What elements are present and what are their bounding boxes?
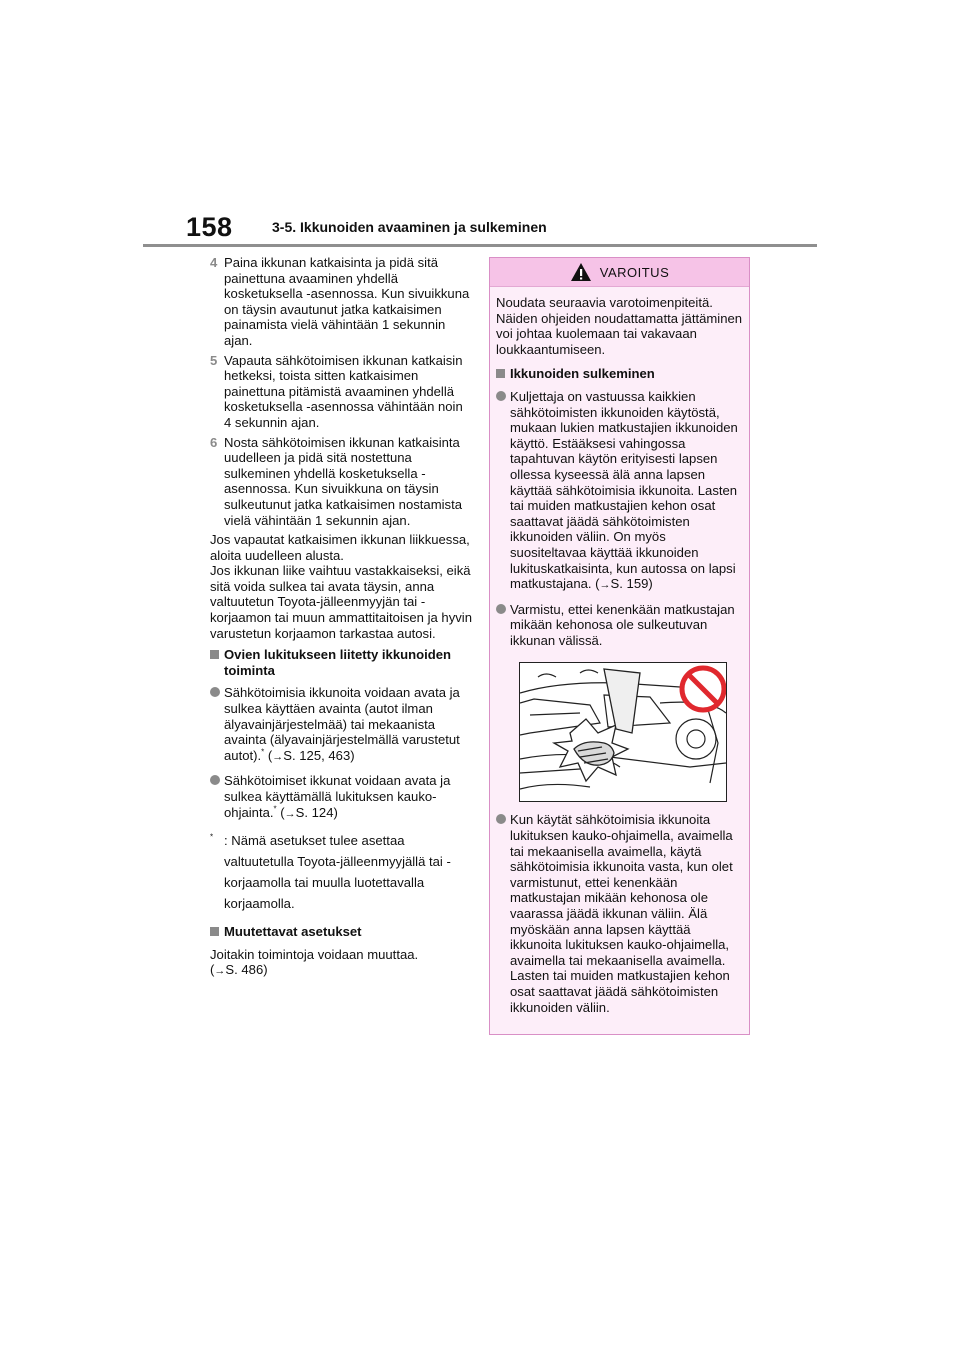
page-reference: S. 486 xyxy=(225,962,264,978)
paragraph-text: Joitakin toimintoja voidaan muuttaa. xyxy=(210,946,419,962)
heading-text: Muutettavat asetukset xyxy=(224,924,362,940)
bullet-text: Sähkötoimisia ikkunoita voidaan avata ja sulkea käyttäen avainta (autot ilman älyavainjärjestelmää) tai mekaanista avainta (älyavainjärjestelmällä varustetut autot).* (→S. 125, 463) xyxy=(224,685,460,763)
round-bullet-icon xyxy=(496,391,506,401)
heading-settings xyxy=(210,924,472,940)
page-number: 158 xyxy=(186,212,233,242)
step-4 xyxy=(210,255,472,349)
step-text: Vapauta sähkötoimisen ikkunan katkaisin hetkeksi, toista sitten katkaisimen painettuna pitämistä avaaminen yhdellä kosketuksella -asennossa vähintään noin 4 sekunnin ajan. xyxy=(224,352,463,430)
warning-box xyxy=(489,257,750,1035)
warning-body xyxy=(490,287,749,1015)
round-bullet-icon xyxy=(496,604,506,614)
page-reference: S. 124 xyxy=(295,804,334,820)
warning-header xyxy=(490,258,749,287)
step-6 xyxy=(210,435,472,529)
bullet-body: Sähkötoimisia ikkunoita voidaan avata ja sulkea käyttäen avainta (autot ilman älyavainjärjestelmää) tai mekaanista avainta (älyavainjärjestelmällä varustetut autot). xyxy=(224,685,460,763)
heading-door-lock xyxy=(210,647,472,678)
warning-title: VAROITUS xyxy=(599,264,670,280)
bullet-key-operation xyxy=(210,685,472,765)
paragraph-dealer: Jos ikkunan liike vaihtuu vastakkaiseksi, eikä sitä voida sulkea tai avata täysin, anna valtuutetun Toyota-jälleenmyyjän tai -korjaamon tai muun ammattitaitoisen ja hyvin varustetun korjaamon tarkastaa autosi. xyxy=(210,563,472,641)
arrow-icon: → xyxy=(599,579,611,592)
footnote-marker: * xyxy=(273,804,277,814)
heading-text: Ikkunoiden sulkeminen xyxy=(510,366,655,382)
paragraph-settings: Joitakin toimintoja voidaan muuttaa. (→S. 486) xyxy=(210,946,419,978)
page-reference: S. 159 xyxy=(610,576,649,592)
warning-bullet-body-parts xyxy=(496,602,743,649)
step-number: 5 xyxy=(210,352,218,368)
heading-closing xyxy=(496,366,743,382)
square-bullet-icon xyxy=(496,369,505,378)
warning-triangle-icon xyxy=(570,262,592,282)
round-bullet-icon xyxy=(496,814,506,824)
window-pinch-illustration xyxy=(519,662,727,802)
prohibition-icon xyxy=(678,665,724,711)
round-bullet-icon xyxy=(210,687,220,697)
step-5 xyxy=(210,353,472,431)
left-column xyxy=(210,255,472,986)
paragraph-restart: Jos vapautat katkaisimen ikkunan liikkuessa, aloita uudelleen alusta. xyxy=(210,532,470,563)
footnote-marker: * xyxy=(261,747,265,757)
heading-text: Ovien lukitukseen liitetty ikkunoiden toiminta xyxy=(224,647,452,678)
warning-bullet-remote xyxy=(496,812,743,1015)
step-text: Paina ikkunan katkaisinta ja pidä sitä painettuna avaaminen yhdellä kosketuksella -asennossa. Kun sivuikkuna on täysin avautunut jatka katkaisimen painamista vielä vähintään 1 sekunnin ajan. xyxy=(224,255,470,348)
section-title: 3-5. Ikkunoiden avaaminen ja sulkeminen xyxy=(272,219,547,235)
bullet-text: Varmistu, ettei kenenkään matkustajan mikään kehonosa ole sulkeutuvan ikkunan välissä. xyxy=(510,601,735,648)
step-number: 4 xyxy=(210,255,218,270)
bullet-text: Kun käytät sähkötoimisia ikkunoita lukituksen kauko-ohjaimella, avaimella tai mekaanisella avaimella, käytä sähkötoimisia ikkunoita vasta, kun olet varmistunut, ettei kenenkään matkustajan mikään kehonosa ole vaarassa jäädä ikkunan väliin. Älä myöskään anna lapsen käyttää ikkunoita lukituksen kauko-ohjaimella, avaimella tai mekaanisella avaimella. Lasten tai muiden matkustajien kehon osat saattavat jäädä sähkötoimisten ikkunoiden väliin. xyxy=(510,812,733,1015)
footnote-text: : Nämä asetukset tulee asettaa valtuutetulla Toyota-jälleenmyyjällä tai -korjaamolla tai muulla luotettavalla korjaamolla. xyxy=(224,833,451,912)
bullet-body: Kuljettaja on vastuussa kaikkien sähkötoimisten ikkunoiden käytöstä, mukaan lukien matkustajien ikkunoiden käyttö. Estääksesi vahingossa tapahtuvan käytön erityisesti lapsen ollessa kyseessä älä anna lapsen käyttää sähkötoimisia ikkunoita. Lasten tai muiden matkustajien kehon osat saattavat jäädä sähkötoimisten ikkunoiden väliin. On myös suositeltavaa käyttää ikkunoiden lukituskatkaisinta, kun autossa on lapsi matkustajana. xyxy=(510,388,738,592)
footnote-marker: * xyxy=(210,832,214,842)
arrow-icon: → xyxy=(272,750,284,763)
arrow-icon: → xyxy=(214,965,226,978)
bullet-body: Sähkötoimiset ikkunat voidaan avata ja sulkea käyttämällä lukituksen kauko-ohjainta. xyxy=(224,773,451,820)
warning-intro: Noudata seuraavia varotoimenpiteitä. Näiden ohjeiden noudattamatta jättäminen voi johtaa kuolemaan tai vakavaan loukkaantumiseen. xyxy=(496,295,743,357)
bullet-text: Kuljettaja on vastuussa kaikkien sähkötoimisten ikkunoiden käytöstä, mukaan lukien matkustajien ikkunoiden käyttö. Estääksesi vahingossa tapahtuvan käytön erityisesti lapsen ollessa kyseessä älä anna lapsen käyttää sähkötoimisia ikkunoita. Lasten tai muiden matkustajien kehon osat saattavat jäädä sähkötoimisten ikkunoiden väliin. On myös suositeltavaa käyttää ikkunoiden lukituskatkaisinta, kun autossa on lapsi matkustajana. (→S. 159) xyxy=(510,388,738,592)
header-rule xyxy=(143,244,817,247)
step-text: Nosta sähkötoimisen ikkunan katkaisinta uudelleen ja pidä sitä nostettuna sulkeminen yhdellä kosketuksella -asennossa. Kun sivuikkuna on täysin sulkeutunut jatka katkaisimen nostamista vielä vähintään 1 sekunnin ajan. xyxy=(224,434,462,528)
step-number: 6 xyxy=(210,434,218,450)
warning-bullet-driver xyxy=(496,389,743,594)
round-bullet-icon xyxy=(210,775,220,785)
bullet-text: Sähkötoimiset ikkunat voidaan avata ja sulkea käyttämällä lukituksen kauko-ohjainta.* (→S. 124) xyxy=(224,773,451,820)
square-bullet-icon xyxy=(210,927,219,936)
square-bullet-icon xyxy=(210,650,219,659)
bullet-remote-operation xyxy=(210,773,472,822)
footnote xyxy=(210,830,472,914)
page-reference: S. 125, 463 xyxy=(283,747,351,763)
arrow-icon: → xyxy=(284,807,296,820)
